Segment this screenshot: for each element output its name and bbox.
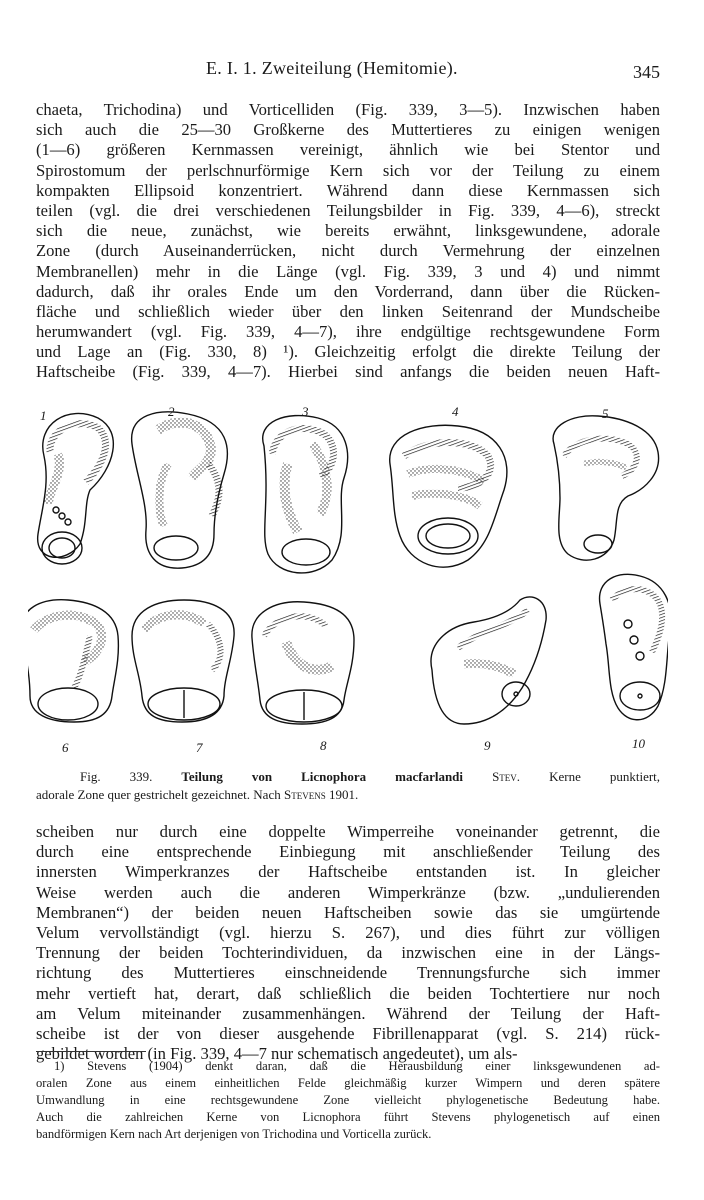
- caption-line2-author: Stevens: [283, 787, 326, 802]
- text-line: richtung des Muttertieres einschneidende Trennungsfurche sich immer: [36, 963, 660, 983]
- text-line: scheiben nur durch eine doppelte Wimperreihe voneinander getrennt, die: [36, 822, 660, 841]
- panel-label-5: 5: [602, 406, 609, 421]
- text-line: (1—6) größeren Kernmassen vereinigt, ähnlich wie bei Stentor und: [36, 140, 660, 160]
- panel-label-9: 9: [484, 738, 491, 753]
- text-line: kompakten Ellipsoid konzentriert. Während dann diese Kernmassen sich: [36, 180, 660, 200]
- footnote-line: 1) Stevens (1904) denkt daran, daß die Herausbildung einer linksgewundenen ad-: [54, 1059, 660, 1073]
- panel-label-6: 6: [62, 740, 69, 755]
- footnote: [36, 1058, 660, 1143]
- text-line: fläche und schließlich wieder über den linken Seitenrand der Mundscheibe: [36, 301, 660, 321]
- running-title: E. I. 1. Zweiteilung (Hemitomie).: [206, 58, 458, 78]
- text-line: innersten Wimperkranzes der Haftscheibe entstanden ist. In gleicher: [36, 862, 660, 882]
- panel-1-drawing: [38, 413, 114, 564]
- text-line: Trennung der beiden Tochterindividuen, da inzwischen eine in der Längs-: [36, 943, 660, 963]
- text-line: Velum vervollständigt (vgl. hierzu S. 267), und dies führt zur völligen: [36, 922, 660, 942]
- text-line: chaeta, Trichodina) und Vorticelliden (Fig. 339, 3—5). Inzwischen haben: [36, 100, 660, 119]
- figure-339: [28, 404, 668, 756]
- panel-label-4: 4: [452, 404, 459, 419]
- text-line: sich die neue, zunächst, wie bereits erwähnt, linksgewundene, adorale: [36, 221, 660, 241]
- caption-author: Stev.: [492, 769, 521, 784]
- footnote-line: Umwandlung in eine rechtsgewundene Zone vielleicht phylogenetische Bedeutung habe.: [36, 1093, 660, 1107]
- text-line: Membranen“) der beiden neuen Haftscheiben sowie das sie umgürtende: [36, 902, 660, 922]
- panel-5-drawing: [553, 416, 658, 560]
- panel-label-7: 7: [196, 740, 203, 755]
- text-line: am Velum miteinander zusammenhängen. Während der Teilung der Haft-: [36, 1003, 660, 1023]
- text-line: Membranellen) mehr in die Länge (vgl. Fig. 339, 3 und 4) und nimmt: [36, 261, 660, 281]
- text-line: scheibe ist der von dieser ausgehende Fibrillenapparat (vgl. S. 214) rück-: [36, 1023, 660, 1043]
- text-line: herumwandert (vgl. Fig. 339, 4—7), ihre endgültige rechtsgewundene Form: [36, 322, 660, 342]
- caption-title: Teilung von Licnophora macfarlandi: [181, 769, 464, 784]
- text-line: sich auch die 25—30 Großkerne des Muttertieres zu einigen wenigen: [36, 120, 660, 140]
- text-line: teilen (vgl. die drei verschiedenen Teilungsbilder in Fig. 339, 4—6), streckt: [36, 200, 660, 220]
- caption-line2-year: 1901.: [328, 787, 359, 802]
- caption-line-1: [36, 768, 660, 786]
- text-line: Weise werden auch die anderen Wimperkränze (bzw. „undulierenden: [36, 882, 660, 902]
- text-line: Spirostomum der perlschnurförmige Kern sich vor der Teilung zu einem: [36, 160, 660, 180]
- text-line: durch eine entsprechende Einbiegung mit anschließender Teilung des: [36, 842, 660, 862]
- footnote-line: Auch die zahlreichen Kerne von Licnophora führt Stevens phylogenetisch auf einen: [36, 1110, 660, 1124]
- text-line: und Lage an (Fig. 330, 8) ¹). Gleichzeitig erfolgt die direkte Teilung der: [36, 342, 660, 362]
- caption-line-2: [36, 786, 660, 804]
- panel-7-drawing: [132, 600, 234, 722]
- panel-label-10: 10: [632, 736, 645, 751]
- caption-rest: Kerne punktiert,: [549, 769, 661, 784]
- panel-4-drawing: [390, 425, 507, 567]
- footnote-rule: [36, 1051, 146, 1052]
- running-head: [36, 58, 660, 84]
- panel-label-8: 8: [320, 738, 327, 753]
- panel-8-drawing: [252, 602, 354, 724]
- caption-line2-text: adorale Zone quer gestrichelt gezeichnet. Nach: [36, 787, 281, 802]
- panel-10-drawing: [600, 574, 668, 719]
- panel-label-1: 1: [40, 408, 47, 423]
- caption-fig: Fig. 339.: [80, 769, 153, 784]
- text-line: Zone (durch Auseinanderrücken, nicht durch Vermehrung der einzelnen: [36, 241, 660, 261]
- panel-9-drawing: [431, 597, 546, 724]
- figure-caption: [36, 768, 660, 804]
- panel-label-2: 2: [168, 404, 175, 419]
- text-line: dadurch, daß ihr orales Ende um den Vorderrand, dann über die Rücken-: [36, 281, 660, 301]
- figure-drawings: [28, 404, 668, 756]
- text-line: gebildet worden (in Fig. 339, 4—7 nur schematisch angedeutet), um als-: [36, 1044, 518, 1064]
- paragraph-bottom: [36, 822, 660, 1064]
- footnote-line: oralen Zone aus einem einheitlichen Felde gleichmäßig kurzer Wimpern und deren spätere: [36, 1076, 660, 1090]
- page-number: 345: [633, 62, 660, 82]
- paragraph-top: [36, 100, 660, 383]
- panel-3-drawing: [263, 416, 348, 573]
- panel-label-3: 3: [302, 404, 309, 419]
- panel-6-drawing: [28, 600, 118, 722]
- text-line: mehr vertieft hat, derart, daß schließlich die beiden Tochtertiere nur noch: [36, 983, 660, 1003]
- footnote-line: bandförmigen Kern nach Art derjenigen von Trichodina und Vorticella zurück.: [36, 1127, 432, 1141]
- panel-2-drawing: [132, 412, 228, 568]
- text-line: Haftscheibe (Fig. 339, 4—7). Hierbei sind anfangs die beiden neuen Haft-: [36, 362, 660, 382]
